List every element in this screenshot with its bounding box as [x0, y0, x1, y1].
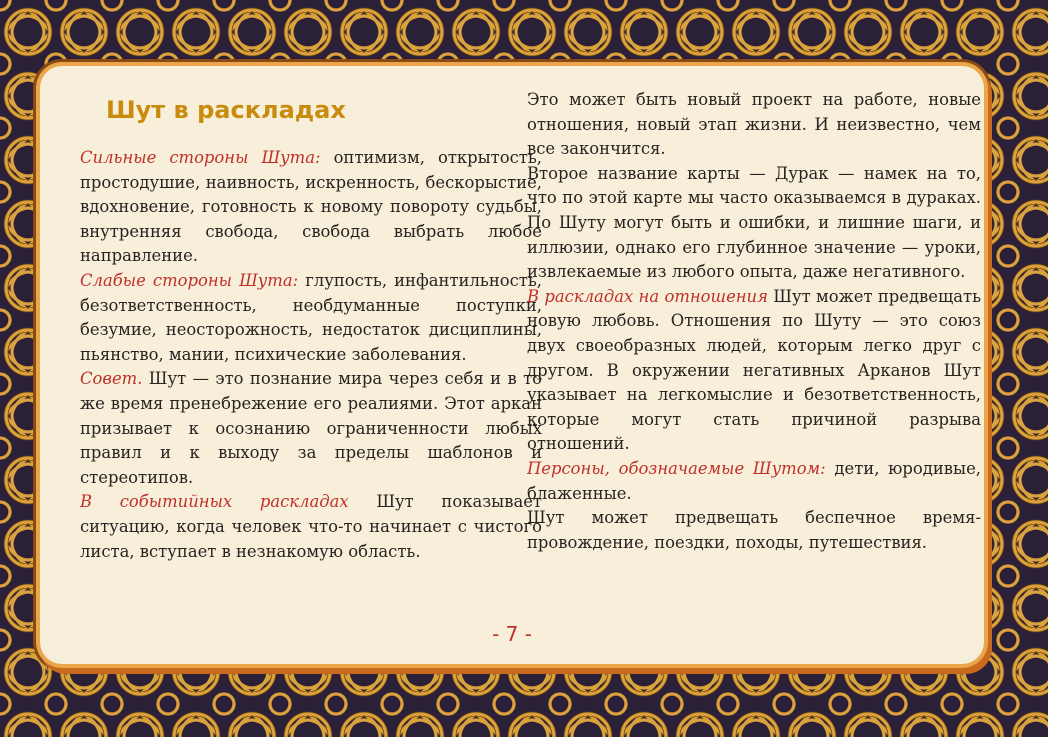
- paragraph: [527, 285, 981, 457]
- paragraph-lead: Совет.: [80, 369, 143, 389]
- paragraph-text: оптимизм, открытость, простодушие, наивность, искренность, бескорыстие, вдохновение, готовность к новому повороту судьбы, внутренняя свобода, свобода выбрать любое направление.: [80, 148, 542, 266]
- paragraph: [80, 146, 542, 269]
- paragraph: [80, 269, 542, 367]
- page-card: [40, 66, 984, 664]
- left-column: [80, 96, 542, 564]
- paragraph-text: Шут — это познание мира через себя и в то же время пренебрежение его реалиями. Этот аркан призывает к осознанию ограниченности любых правил и к выходу за пределы шаблонов и стереотипов.: [80, 369, 542, 487]
- paragraph-text: глупость, инфантильность, безответственность, необдуманные поступки, безумие, неосторожность, недостаток дисциплины, пьянство, мании, психические заболевания.: [80, 270, 542, 364]
- section-title: Шут в раскладах: [106, 96, 346, 124]
- right-column: [527, 88, 981, 555]
- paragraph: [527, 88, 981, 162]
- paragraph-text: дети, юродивые, блаженные.: [527, 458, 981, 503]
- paragraph-text: Второе название карты — Дурак — намек на то, что по этой карте мы часто оказываемся в дураках. По Шуту могут быть и ошибки, и лишние шаги, и иллюзии, однако его глубинное значение — уроки, извлекаемые из любого опыта, даже негативного.: [527, 163, 981, 282]
- paragraph-lead: В раскладах на отношения: [527, 286, 768, 306]
- paragraph: [80, 367, 542, 490]
- paragraph-lead: Персоны, обозначаемые Шутом:: [527, 458, 826, 478]
- paragraph: [527, 162, 981, 285]
- paragraph-lead: Сильные стороны Шута:: [80, 148, 321, 167]
- paragraph: [527, 506, 981, 555]
- paragraph: [80, 490, 542, 564]
- paragraph-text: Шут может предвещать новую любовь. Отношения по Шуту — это союз двух своеобразных людей, которым легко друг с другом. В окружении негативных Арканов Шут указывает на легкомыслие и безответственность, которые могут стать причиной разрыва отношений.: [527, 286, 981, 454]
- paragraph-text: Шут показывает ситуацию, когда человек что-то начинает с чистого листа, вступает в незнакомую область.: [80, 492, 542, 561]
- paragraph: [527, 457, 981, 506]
- paragraph-text: Шут может предвещать беспечное времяпровождение, поездки, походы, путешествия.: [527, 508, 981, 552]
- paragraph-lead: В событийных раскладах: [80, 492, 349, 512]
- paragraph-lead: Слабые стороны Шута:: [80, 270, 299, 290]
- page-number: - 7 -: [492, 622, 532, 646]
- paragraph-text: Это может быть новый проект на работе, новые отношения, новый этап жизни. И неизвестно, чем все закончится.: [527, 90, 981, 159]
